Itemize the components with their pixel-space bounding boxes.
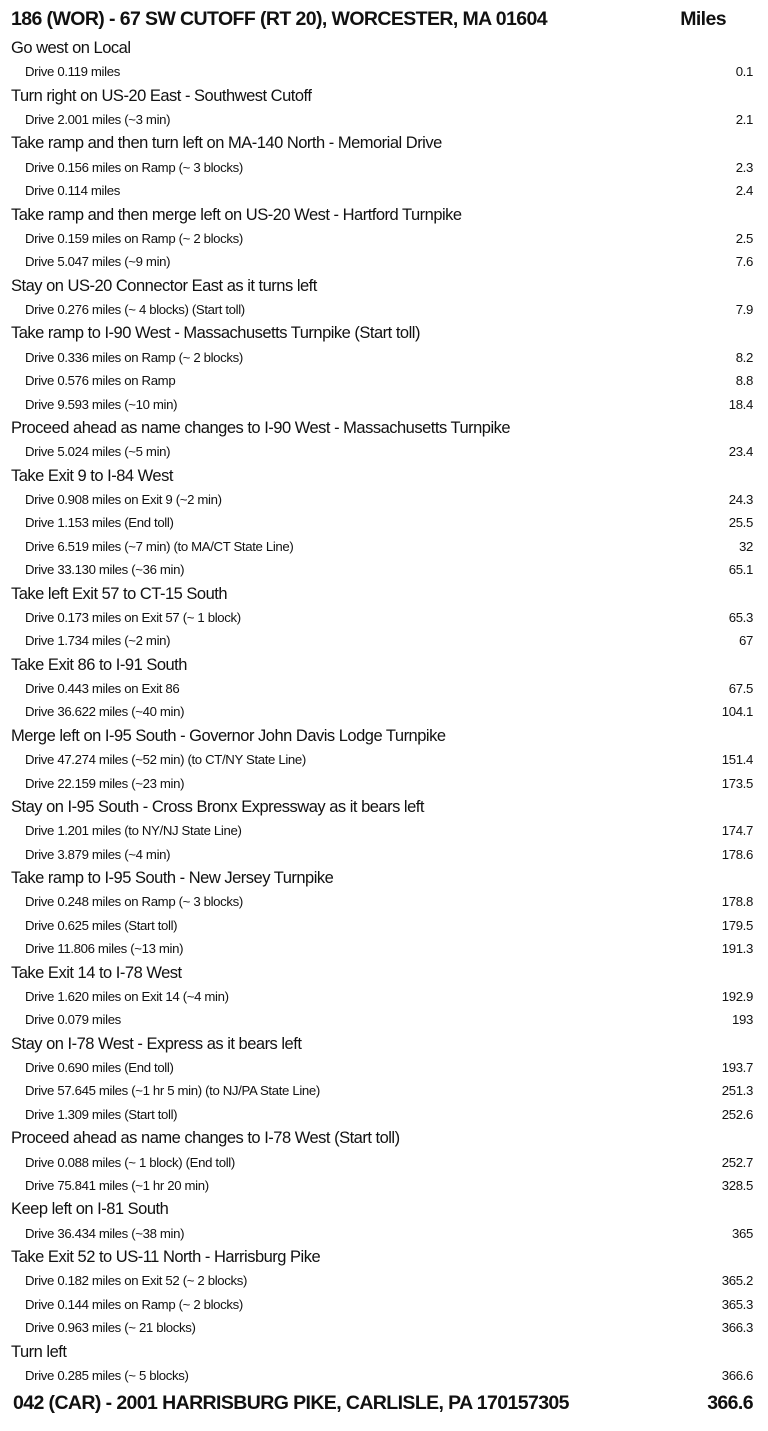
step-instruction: Turn left [11,1342,67,1361]
drive-row [0,606,768,629]
drive-row [0,937,768,960]
cumulative-miles: 179.5 [721,917,753,933]
drive-text: Drive 0.690 miles (End toll) [25,1060,174,1076]
drive-row [0,227,768,250]
drive-text: Drive 2.001 miles (~3 min) [25,112,171,128]
cumulative-miles: 193 [732,1012,753,1028]
drive-text: Drive 1.734 miles (~2 min) [25,633,171,649]
step-instruction: Take ramp to I-95 South - New Jersey Turnpike [11,869,334,888]
cumulative-miles: 252.7 [721,1154,753,1170]
step-instruction: Stay on I-78 West - Express as it bears left [11,1034,302,1053]
cumulative-miles: 2.5 [735,230,753,246]
drive-row [0,179,768,202]
drive-row [0,535,768,558]
origin-address: 186 (WOR) - 67 SW CUTOFF (RT 20), WORCESTER, MA 01604 [11,7,547,30]
drive-row [0,60,768,83]
cumulative-miles: 25.5 [728,515,753,531]
cumulative-miles: 2.3 [735,159,753,175]
direction-steps [0,36,768,1387]
drive-text: Drive 0.285 miles (~ 5 blocks) [25,1367,189,1383]
step-instruction: Proceed ahead as name changes to I-90 West - Massachusetts Turnpike [11,418,511,437]
drive-text: Drive 0.576 miles on Ramp [25,373,176,389]
drive-row [0,1103,768,1126]
drive-row [0,1151,768,1174]
cumulative-miles: 193.7 [721,1060,753,1076]
drive-row [0,1056,768,1079]
drive-row [0,298,768,321]
drive-row [0,1269,768,1292]
drive-text: Drive 1.201 miles (to NY/NJ State Line) [25,823,242,839]
step-instruction: Go west on Local [11,39,131,57]
step-instruction: Take left Exit 57 to CT-15 South [11,584,228,603]
cumulative-miles: 32 [739,538,753,554]
drive-row [0,511,768,534]
drive-text: Drive 0.182 miles on Exit 52 (~ 2 blocks) [25,1273,248,1289]
drive-text: Drive 1.153 miles (End toll) [25,515,174,531]
destination-address: 042 (CAR) - 2001 HARRISBURG PIKE, CARLISLE, PA 170157305 [13,1391,569,1414]
drive-row [0,843,768,866]
cumulative-miles: 8.8 [735,373,753,389]
drive-row [0,488,768,511]
step-instruction: Turn right on US-20 East - Southwest Cutoff [11,86,312,105]
drive-text: Drive 0.248 miles on Ramp (~ 3 blocks) [25,894,243,910]
drive-text: Drive 0.173 miles on Exit 57 (~ 1 block) [25,609,241,625]
drive-text: Drive 0.908 miles on Exit 9 (~2 min) [25,492,222,508]
cumulative-miles: 365.2 [721,1273,753,1289]
cumulative-miles: 23.4 [728,444,753,460]
drive-row [0,156,768,179]
drive-text: Drive 1.309 miles (Start toll) [25,1106,178,1122]
drive-row [0,819,768,842]
step-instruction: Stay on US-20 Connector East as it turns left [11,276,317,295]
drive-text: Drive 75.841 miles (~1 hr 20 min) [25,1178,209,1193]
drive-text: Drive 9.593 miles (~10 min) [25,396,178,412]
drive-text: Drive 0.088 miles (~ 1 block) (End toll) [25,1154,235,1170]
drive-row [0,629,768,652]
miles-column-label: Miles [680,7,726,30]
drive-row [0,346,768,369]
cumulative-miles: 365 [732,1225,753,1241]
cumulative-miles: 8.2 [735,349,753,365]
drive-text: Drive 33.130 miles (~36 min) [25,562,185,578]
drive-text: Drive 0.625 miles (Start toll) [25,917,178,933]
drive-text: Drive 0.276 miles (~ 4 blocks) (Start toll) [25,302,245,318]
drive-text: Drive 0.156 miles on Ramp (~ 3 blocks) [25,159,243,175]
cumulative-miles: 0.1 [735,64,753,80]
drive-text: Drive 47.274 miles (~52 min) (to CT/NY State Line) [25,752,306,768]
step-instruction: Take Exit 9 to I-84 West [11,466,173,485]
cumulative-miles: 328.5 [721,1178,753,1193]
cumulative-miles: 7.9 [735,302,753,318]
destination-footer [0,1388,768,1418]
drive-text: Drive 0.443 miles on Exit 86 [25,681,180,697]
drive-text: Drive 36.434 miles (~38 min) [25,1225,185,1241]
cumulative-miles: 366.6 [721,1367,753,1383]
step-instruction: Take Exit 14 to I-78 West [11,963,182,982]
cumulative-miles: 104.1 [721,704,753,720]
step-instruction: Take ramp and then turn left on MA-140 North - Memorial Drive [11,134,442,153]
cumulative-miles: 191.3 [721,941,753,957]
drive-row [0,1222,768,1245]
step-instruction: Stay on I-95 South - Cross Bronx Expressway as it bears left [11,797,424,816]
drive-row [0,393,768,416]
cumulative-miles: 174.7 [721,823,753,839]
drive-text: Drive 22.159 miles (~23 min) [25,775,185,791]
drive-text: Drive 11.806 miles (~13 min) [25,941,184,957]
drive-row [0,1364,768,1387]
drive-text: Drive 0.119 miles [25,64,120,80]
cumulative-miles: 252.6 [721,1106,753,1122]
drive-row [0,772,768,795]
drive-row [0,890,768,913]
drive-row [0,677,768,700]
step-instruction: Take ramp to I-90 West - Massachusetts Turnpike (Start toll) [11,324,420,343]
cumulative-miles: 178.6 [721,846,753,862]
cumulative-miles: 366.3 [721,1320,753,1336]
cumulative-miles: 67 [739,633,753,649]
cumulative-miles: 2.4 [735,183,753,199]
cumulative-miles: 24.3 [728,492,753,508]
drive-row [0,914,768,937]
drive-row [0,558,768,581]
drive-row [0,250,768,273]
cumulative-miles: 2.1 [735,112,753,128]
cumulative-miles: 18.4 [728,396,753,412]
drive-text: Drive 6.519 miles (~7 min) (to MA/CT State Line) [25,538,294,554]
drive-row [0,369,768,392]
drive-row [0,108,768,131]
cumulative-miles: 151.4 [721,752,753,768]
drive-row [0,985,768,1008]
cumulative-miles: 192.9 [721,988,753,1004]
drive-text: Drive 0.336 miles on Ramp (~ 2 blocks) [25,349,243,365]
drive-row [0,1008,768,1031]
drive-text: Drive 36.622 miles (~40 min) [25,704,185,720]
drive-text: Drive 1.620 miles on Exit 14 (~4 min) [25,988,229,1004]
total-miles: 366.6 [707,1391,753,1414]
drive-text: Drive 0.159 miles on Ramp (~ 2 blocks) [25,230,243,246]
drive-text: Drive 0.114 miles [25,183,120,199]
drive-text: Drive 5.024 miles (~5 min) [25,444,171,460]
cumulative-miles: 178.8 [721,894,753,910]
cumulative-miles: 365.3 [721,1296,753,1312]
drive-text: Drive 3.879 miles (~4 min) [25,846,171,862]
drive-row [0,440,768,463]
drive-row [0,1316,768,1339]
step-instruction: Take Exit 52 to US-11 North - Harrisburg Pike [11,1248,321,1267]
step-instruction: Take ramp and then merge left on US-20 West - Hartford Turnpike [11,205,462,224]
step-instruction: Proceed ahead as name changes to I-78 West (Start toll) [11,1129,400,1148]
step-instruction: Merge left on I-95 South - Governor John Davis Lodge Turnpike [11,726,446,745]
drive-row [0,1293,768,1316]
origin-header [0,2,768,36]
drive-text: Drive 5.047 miles (~9 min) [25,254,171,270]
drive-row [0,700,768,723]
step-instruction: Take Exit 86 to I-91 South [11,655,187,674]
drive-text: Drive 0.079 miles [25,1012,121,1028]
cumulative-miles: 65.3 [728,609,753,625]
drive-text: Drive 57.645 miles (~1 hr 5 min) (to NJ/PA State Line) [25,1083,320,1099]
cumulative-miles: 67.5 [728,681,753,697]
drive-row [0,748,768,771]
step-instruction: Keep left on I-81 South [11,1200,169,1219]
cumulative-miles: 251.3 [721,1083,753,1099]
drive-row [0,1079,768,1102]
cumulative-miles: 65.1 [728,562,753,578]
drive-text: Drive 0.963 miles (~ 21 blocks) [25,1320,196,1336]
cumulative-miles: 173.5 [721,775,753,791]
cumulative-miles: 7.6 [735,254,753,270]
drive-row [0,1174,768,1197]
drive-text: Drive 0.144 miles on Ramp (~ 2 blocks) [25,1296,243,1312]
